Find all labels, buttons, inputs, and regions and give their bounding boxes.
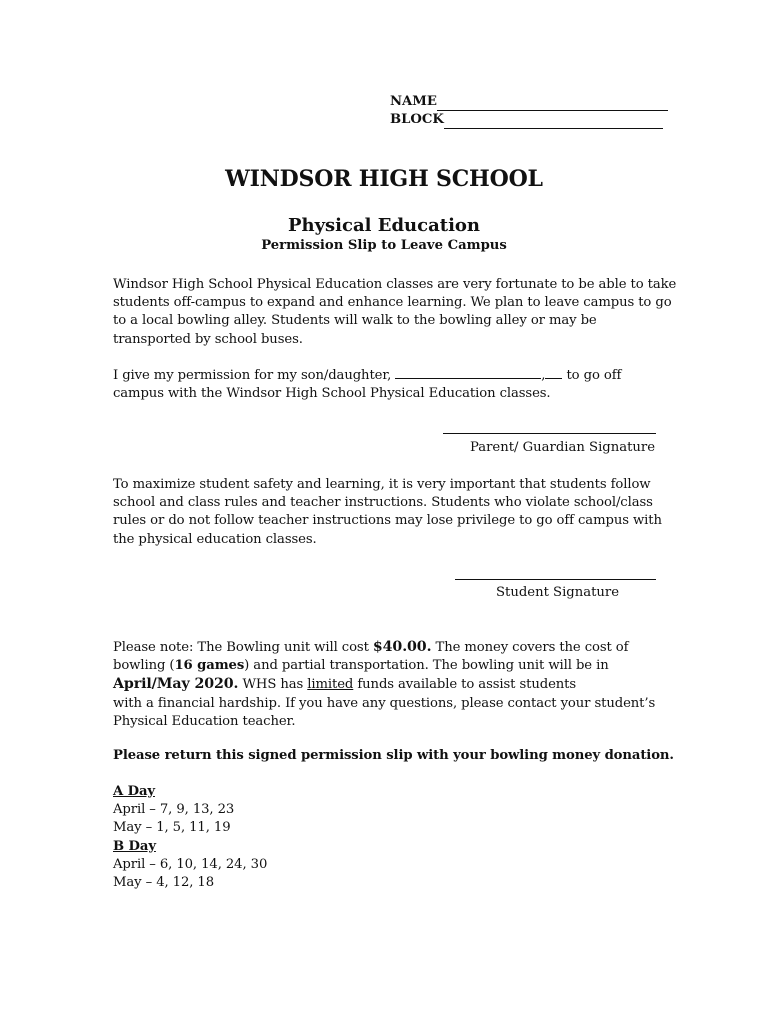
permission-text-start: I give my permission for my son/daughter, [113, 368, 396, 383]
unit-dates: April/May 2020. [113, 676, 239, 693]
limited-emphasis: limited [307, 677, 354, 693]
safety-line: To maximize student safety and learning, it is very important that students follow [113, 477, 651, 492]
student-name-blank[interactable] [395, 366, 541, 379]
school-title: WINDSOR HIGH SCHOOL [225, 166, 543, 192]
note-text: funds available to assist students [353, 677, 577, 693]
safety-line: school and class rules and teacher instructions. Students who violate school/class [113, 495, 653, 511]
student-signature-line[interactable] [455, 579, 656, 580]
note-line-5: Physical Education teacher. [113, 713, 296, 729]
name-field-row [390, 93, 668, 111]
note-text: WHS has [238, 677, 308, 693]
safety-line: the physical education classes. [113, 531, 317, 547]
bowling-cost: $40.00. [372, 639, 432, 655]
permission-line-2: campus with the Windsor High School Physical Education classes. [113, 386, 551, 402]
course-subtitle: Physical Education [287, 215, 481, 236]
a-day-april: April – 7, 9, 13, 23 [113, 802, 235, 818]
note-text: ) and partial transportation. The bowling unit will be in [244, 658, 609, 674]
parent-signature-line[interactable] [443, 433, 656, 434]
a-day-heading: A Day [113, 784, 155, 799]
name-field[interactable] [437, 97, 668, 111]
a-day-may: May – 1, 5, 11, 19 [113, 820, 231, 836]
schedule [113, 783, 267, 892]
intro-line: Windsor High School Physical Education classes are very fortunate to be able to take [113, 277, 677, 292]
intro-line: students off-campus to expand and enhance learning. We plan to leave campus to go [113, 295, 672, 311]
block-field[interactable] [444, 115, 663, 129]
cost-note-paragraph [113, 638, 655, 731]
note-line-4: with a financial hardship. If you have any questions, please contact your student’s [113, 695, 656, 711]
parent-signature-label: Parent/ Guardian Signature [469, 440, 655, 455]
permission-comma: , [541, 368, 546, 383]
note-text: Please note: The Bowling unit will cost [113, 640, 373, 655]
permission-line-1 [113, 366, 621, 385]
permission-statement [113, 366, 621, 403]
b-day-heading: B Day [113, 838, 156, 854]
form-subtitle: Permission Slip to Leave Campus [261, 238, 507, 253]
intro-line: to a local bowling alley. Students will walk to the bowling alley or may be [113, 313, 597, 329]
safety-paragraph [113, 476, 662, 549]
note-text: bowling ( [113, 658, 175, 674]
note-line-1 [113, 638, 655, 657]
note-text: The money covers the cost of [431, 640, 629, 655]
permission-text-end: to go off [562, 368, 622, 383]
short-blank[interactable] [545, 366, 562, 379]
block-field-row [390, 111, 668, 129]
student-info-fields [390, 93, 668, 129]
student-signature-label: Student Signature [496, 585, 620, 600]
intro-paragraph [113, 276, 676, 349]
intro-line: transported by school buses. [113, 331, 303, 347]
return-instruction: Please return this signed permission slip with your bowling money donation. [113, 748, 674, 763]
safety-line: rules or do not follow teacher instructions may lose privilege to go off campus with [113, 513, 662, 529]
games-count: 16 games [174, 658, 245, 674]
b-day-april: April – 6, 10, 14, 24, 30 [113, 856, 268, 872]
note-line-3 [113, 675, 655, 694]
b-day-may: May – 4, 12, 18 [113, 875, 215, 891]
name-label: NAME [390, 94, 437, 109]
block-label: BLOCK [390, 112, 444, 128]
note-line-2 [113, 657, 655, 675]
